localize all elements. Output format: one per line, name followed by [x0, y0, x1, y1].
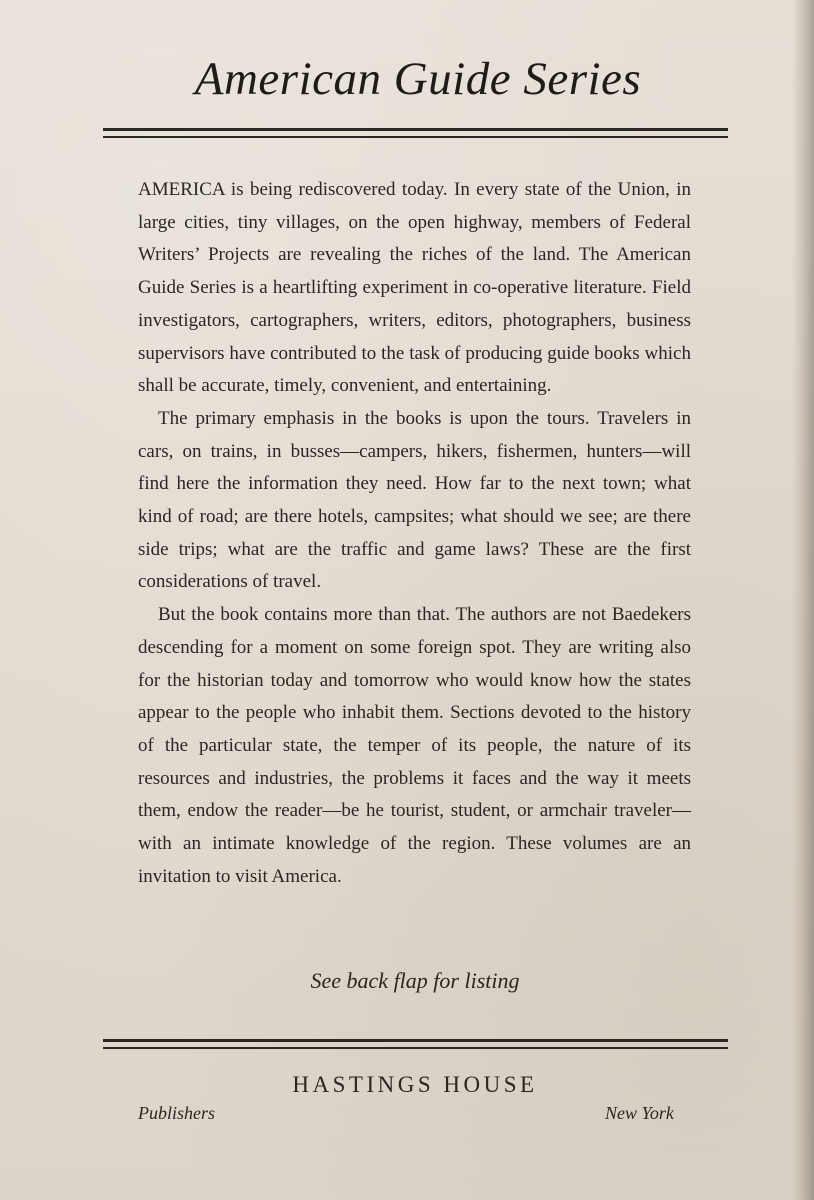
worn-spine-edge — [792, 0, 814, 1200]
blurb-paragraph-2: The primary emphasis in the books is upon the tours. Travelers in cars, on trains, in busses—campers, hikers, fishermen, hunters—will find here the information they need. How far to the next town; what kind of road; are there hotels, campsites; what should we see; are there side trips; what are the traffic and game laws? These are the first considerations of travel. — [138, 407, 691, 593]
series-title: American Guide Series — [194, 53, 642, 105]
publisher-name: HASTINGS HOUSE — [292, 1072, 538, 1097]
bottom-double-rule — [103, 1039, 728, 1049]
publishers-label: Publishers — [138, 1103, 216, 1123]
flap-note: See back flap for listing — [310, 968, 520, 993]
top-double-rule — [103, 128, 728, 138]
blurb-text — [138, 174, 691, 893]
publisher-city: New York — [605, 1103, 674, 1123]
blurb-paragraph-1: AMERICA is being rediscovered today. In every state of the Union, in large cities, tiny villages, on the open highway, members of Federal Writers’ Projects are revealing the riches of the land. The American Guide Series is a heartlifting experiment in co-operative literature. Field investigators, cartographers, writers, editors, photographers, business supervisors have contributed to the task of producing guide books which shall be accurate, timely, convenient, and entertaining. — [138, 179, 691, 397]
blurb-paragraph-3: But the book contains more than that. The authors are not Baedekers descending for a moment on some foreign spot. They are writing also for the historian today and tomorrow who would know how the states appear to the people who inhabit them. Sections devoted to the history of the particular state, the temper of its people, the nature of its resources and industries, the problems it faces and the way it meets them, endow the reader—be he tourist, student, or armchair traveler—with an intimate knowledge of the region. These volumes are an invitation to visit America. — [138, 604, 691, 887]
